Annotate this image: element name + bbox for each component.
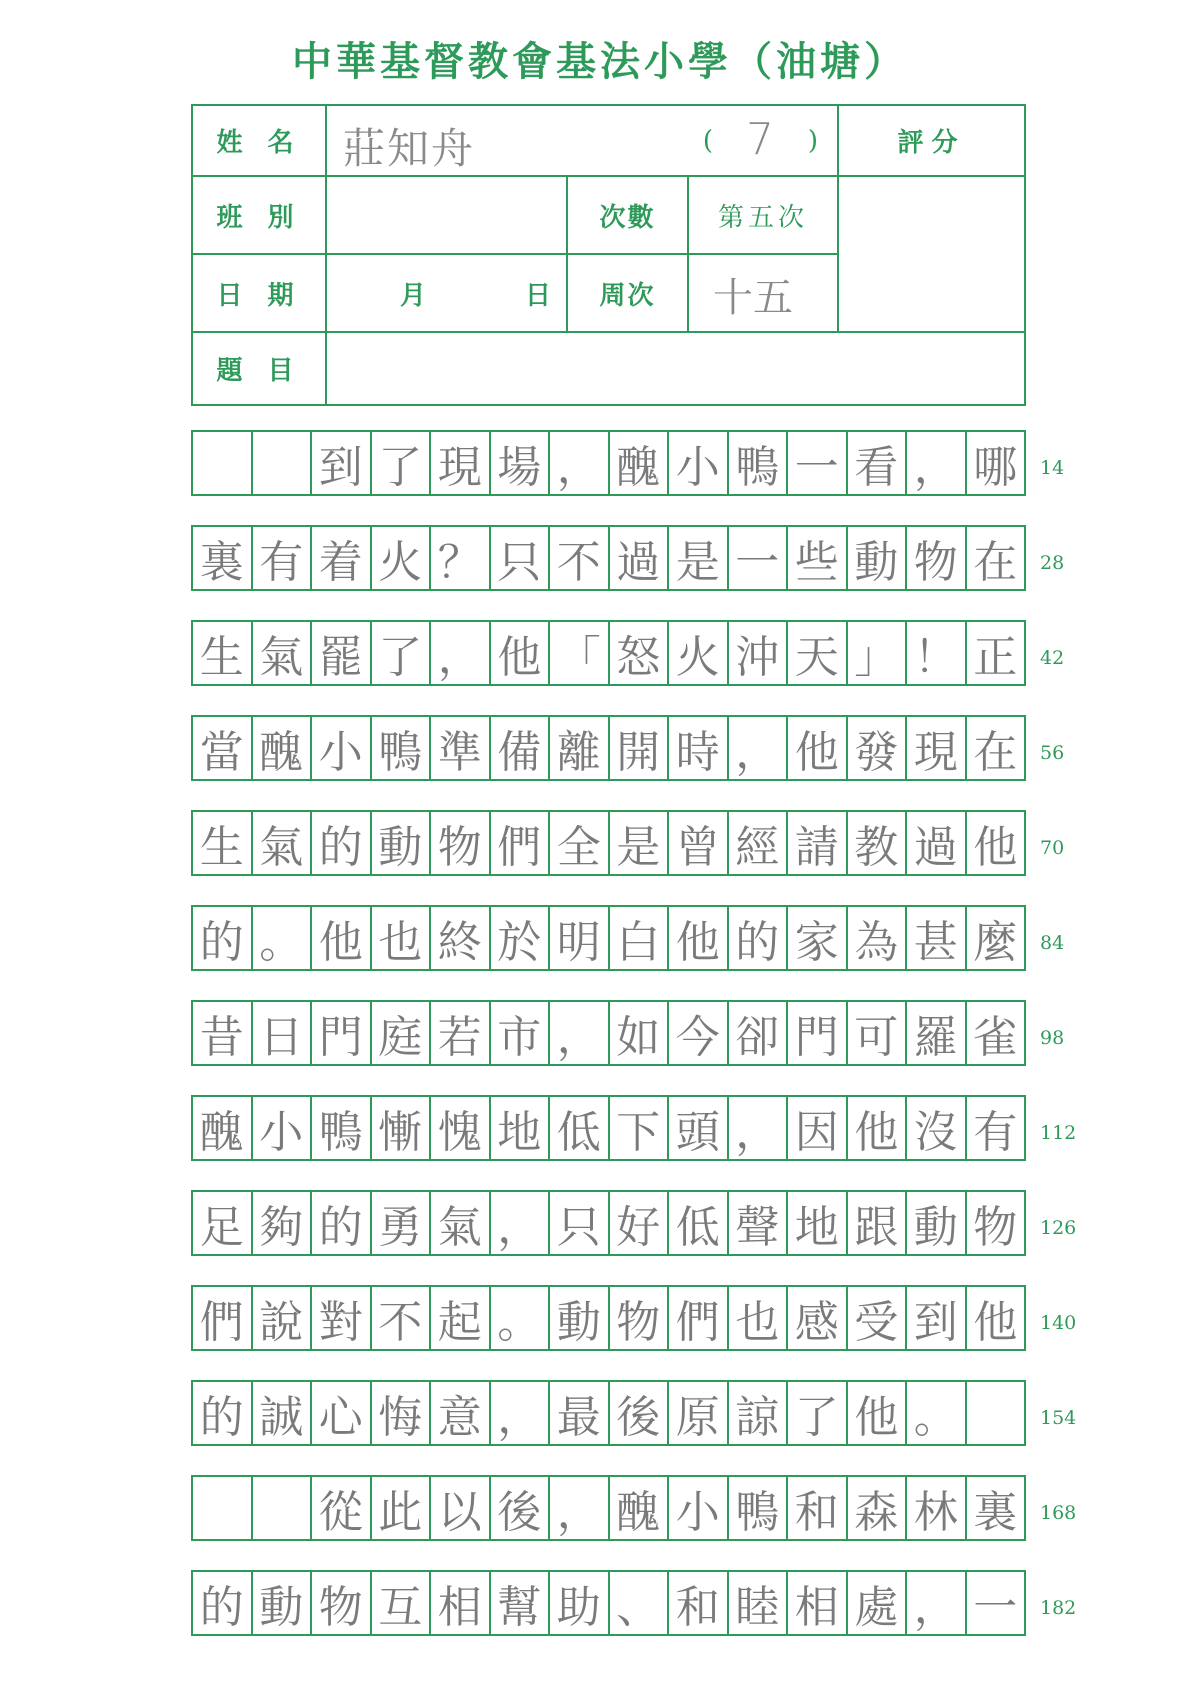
- grid-cell: 他: [669, 907, 729, 969]
- grid-cell: 沖: [729, 622, 789, 684]
- grid-cell: ，: [550, 432, 610, 494]
- grid-cell: 後: [610, 1382, 670, 1444]
- grid-cell: 對: [312, 1287, 372, 1349]
- grid-cell: 一: [729, 527, 789, 589]
- grid-cell: 醜: [253, 717, 313, 779]
- grid-cell: 他: [491, 622, 551, 684]
- grid-cell: 相: [431, 1572, 491, 1634]
- topic-field[interactable]: [333, 341, 1013, 396]
- grid-cell: 白: [610, 907, 670, 969]
- grid-cell: 。: [907, 1382, 967, 1444]
- grid-cell: 好: [610, 1192, 670, 1254]
- grid-row: [191, 620, 1026, 686]
- grid-cell: 足: [193, 1192, 253, 1254]
- grid-cell: 教: [848, 812, 908, 874]
- grid-cell: 過: [610, 527, 670, 589]
- grid-cell: 鴨: [729, 432, 789, 494]
- grid-cell: 有: [973, 1107, 1018, 1158]
- grid-cell: ，: [431, 622, 491, 684]
- grid-cell: ，: [550, 1002, 610, 1064]
- name-label: 姓 名: [216, 128, 302, 158]
- grid-cell: ，: [491, 1192, 551, 1254]
- grid-cell: 的: [729, 907, 789, 969]
- grid-cell: 鴨: [372, 717, 432, 779]
- grid-cell: 當: [193, 717, 253, 779]
- grid-cell: 也: [372, 907, 432, 969]
- grid-cell: 場: [491, 432, 551, 494]
- grid-cell: 若: [431, 1002, 491, 1064]
- grid-cell: 說: [253, 1287, 313, 1349]
- character-count: 168: [1040, 1502, 1077, 1524]
- grid-cell: 只: [491, 527, 551, 589]
- character-count: 28: [1040, 552, 1065, 574]
- character-count: 42: [1040, 647, 1065, 669]
- grid-cell: 諒: [729, 1382, 789, 1444]
- grid-cell: 離: [550, 717, 610, 779]
- attempt-label: 次數: [599, 202, 656, 233]
- grid-cell: 們: [193, 1287, 253, 1349]
- grid-cell: 時: [669, 717, 729, 779]
- grid-cell: 動: [372, 812, 432, 874]
- grid-cell: 助: [550, 1572, 610, 1634]
- grid-cell: 市: [491, 1002, 551, 1064]
- grid-cell: 的: [193, 1382, 253, 1444]
- grid-cell: 原: [669, 1382, 729, 1444]
- grid-cell: 聲: [729, 1192, 789, 1254]
- grid-cell: 生: [193, 622, 253, 684]
- grid-cell: 在: [973, 537, 1018, 588]
- grid-cell: 森: [848, 1477, 908, 1539]
- grid-cell: 動: [550, 1287, 610, 1349]
- week-label: 周次: [599, 280, 656, 311]
- grid-cell: 夠: [253, 1192, 313, 1254]
- grid-cell: 物: [973, 1202, 1018, 1253]
- grid-cell: 動: [848, 527, 908, 589]
- grid-cell: 醜: [610, 1477, 670, 1539]
- grid-cell: 的: [193, 907, 253, 969]
- date-label: 日 期: [216, 280, 302, 311]
- grid-cell: 如: [610, 1002, 670, 1064]
- character-count: 126: [1040, 1217, 1077, 1239]
- grid-cell: 、: [610, 1572, 670, 1634]
- grid-cell: 為: [848, 907, 908, 969]
- character-count: 14: [1040, 457, 1065, 479]
- grid-cell: 物: [907, 527, 967, 589]
- month-label: 月: [399, 280, 426, 311]
- grid-cell: 了: [372, 432, 432, 494]
- grid-cell: 全: [550, 812, 610, 874]
- grid-cell: 小: [312, 717, 372, 779]
- seat-paren-open: (: [702, 125, 714, 156]
- grid-cell: 是: [669, 527, 729, 589]
- grid-cell: 氣: [431, 1192, 491, 1254]
- grid-cell: [253, 432, 313, 494]
- grid-row: [191, 1475, 1026, 1541]
- grid-cell: 」: [848, 622, 908, 684]
- grid-cell: 了: [372, 622, 432, 684]
- grid-cell: 裏: [193, 527, 253, 589]
- grid-cell: 他: [848, 1097, 908, 1159]
- grid-cell: 也: [729, 1287, 789, 1349]
- grid-cell: 感: [788, 1287, 848, 1349]
- grid-cell: 發: [848, 717, 908, 779]
- grid-cell: 慚: [372, 1097, 432, 1159]
- grid-cell: 經: [729, 812, 789, 874]
- grid-cell: 火: [372, 527, 432, 589]
- grid-cell: [193, 1477, 253, 1539]
- grid-cell: 因: [788, 1097, 848, 1159]
- grid-cell: 哪: [973, 442, 1018, 493]
- grid-cell: 日: [253, 1002, 313, 1064]
- class-field[interactable]: [333, 186, 558, 246]
- grid-cell: 他: [788, 717, 848, 779]
- grid-cell: ？: [431, 527, 491, 589]
- grid-cell: 準: [431, 717, 491, 779]
- grid-cell: 的: [312, 812, 372, 874]
- grid-row: [191, 1095, 1026, 1161]
- grid-row: [191, 1190, 1026, 1256]
- grid-cell: 小: [253, 1097, 313, 1159]
- header-form: [191, 104, 1026, 406]
- grid-cell: 到: [907, 1287, 967, 1349]
- grid-cell: 曾: [669, 812, 729, 874]
- grid-cell: 「: [550, 622, 610, 684]
- grid-cell: 不: [550, 527, 610, 589]
- grid-cell: 明: [550, 907, 610, 969]
- grid-cell: 終: [431, 907, 491, 969]
- seat-number[interactable]: 7: [746, 114, 774, 165]
- grid-cell: 他: [312, 907, 372, 969]
- character-count: 84: [1040, 932, 1065, 954]
- grid-cell: 小: [669, 432, 729, 494]
- grid-cell: 鴨: [729, 1477, 789, 1539]
- grid-cell: 愧: [431, 1097, 491, 1159]
- grid-cell: 地: [788, 1192, 848, 1254]
- grid-row: [191, 1570, 1026, 1636]
- grid-cell: 看: [848, 432, 908, 494]
- grid-cell: 現: [431, 432, 491, 494]
- grid-cell: 有: [253, 527, 313, 589]
- grid-cell: 裏: [973, 1487, 1018, 1538]
- grid-cell: [253, 1477, 313, 1539]
- grid-cell: 氣: [253, 622, 313, 684]
- grid-cell: 林: [907, 1477, 967, 1539]
- grid-row: [191, 715, 1026, 781]
- grid-cell: 家: [788, 907, 848, 969]
- grid-cell: 跟: [848, 1192, 908, 1254]
- grid-cell: 地: [491, 1097, 551, 1159]
- character-count: 140: [1040, 1312, 1077, 1334]
- grid-cell: ，: [907, 1572, 967, 1634]
- school-title: 中華基督教會基法小學（油塘）: [292, 38, 908, 85]
- grid-cell: 可: [848, 1002, 908, 1064]
- grid-row: [191, 430, 1026, 496]
- grid-cell: 低: [550, 1097, 610, 1159]
- grid-cell: 過: [907, 812, 967, 874]
- grid-cell: 處: [848, 1572, 908, 1634]
- grid-cell: 誠: [253, 1382, 313, 1444]
- grid-cell: 現: [907, 717, 967, 779]
- grid-cell: 勇: [372, 1192, 432, 1254]
- grid-cell: 開: [610, 717, 670, 779]
- grid-cell: 醜: [610, 432, 670, 494]
- grid-row: [191, 905, 1026, 971]
- grid-cell: 小: [669, 1477, 729, 1539]
- student-name[interactable]: 莊知舟: [343, 124, 476, 173]
- grid-cell: 羅: [907, 1002, 967, 1064]
- grid-cell: 門: [312, 1002, 372, 1064]
- grid-cell: 以: [431, 1477, 491, 1539]
- grid-cell: 從: [312, 1477, 372, 1539]
- score-label: 評分: [897, 128, 966, 158]
- attempt-value: 第五次: [717, 202, 808, 233]
- grid-cell: 。: [491, 1287, 551, 1349]
- grid-cell: 一: [973, 1582, 1018, 1633]
- grid-cell: [193, 432, 253, 494]
- grid-cell: 氣: [253, 812, 313, 874]
- grid-cell: 悔: [372, 1382, 432, 1444]
- grid-cell: 卻: [729, 1002, 789, 1064]
- grid-cell: 昔: [193, 1002, 253, 1064]
- grid-cell: 怒: [610, 622, 670, 684]
- character-count: 154: [1040, 1407, 1077, 1429]
- week-value[interactable]: 十五: [713, 275, 793, 321]
- grid-cell: 沒: [907, 1097, 967, 1159]
- grid-cell: 互: [372, 1572, 432, 1634]
- grid-cell: 火: [669, 622, 729, 684]
- grid-cell: 的: [193, 1572, 253, 1634]
- grid-cell: 後: [491, 1477, 551, 1539]
- grid-cell: 最: [550, 1382, 610, 1444]
- grid-cell: 他: [973, 1297, 1018, 1348]
- grid-cell: 頭: [669, 1097, 729, 1159]
- grid-cell: 物: [431, 812, 491, 874]
- grid-cell: 物: [610, 1287, 670, 1349]
- grid-row: [191, 1000, 1026, 1066]
- grid-cell: 庭: [372, 1002, 432, 1064]
- grid-cell: 意: [431, 1382, 491, 1444]
- character-count: 98: [1040, 1027, 1065, 1049]
- grid-cell: 幫: [491, 1572, 551, 1634]
- topic-label: 題 目: [216, 356, 302, 386]
- grid-cell: 着: [312, 527, 372, 589]
- grid-row: [191, 810, 1026, 876]
- day-label: 日: [524, 280, 551, 311]
- grid-cell: 請: [788, 812, 848, 874]
- grid-cell: 相: [788, 1572, 848, 1634]
- grid-cell: 動: [253, 1572, 313, 1634]
- grid-cell: 在: [973, 727, 1018, 778]
- grid-cell: ，: [491, 1382, 551, 1444]
- grid-cell: 醜: [193, 1097, 253, 1159]
- grid-cell: ，: [907, 432, 967, 494]
- grid-cell: 動: [907, 1192, 967, 1254]
- grid-cell: 些: [788, 527, 848, 589]
- grid-cell: 了: [788, 1382, 848, 1444]
- grid-cell: 到: [312, 432, 372, 494]
- grid-cell: 他: [973, 822, 1018, 873]
- grid-cell: 心: [312, 1382, 372, 1444]
- grid-cell: 今: [669, 1002, 729, 1064]
- grid-cell: 們: [669, 1287, 729, 1349]
- header-divider: [325, 106, 327, 404]
- grid-cell: 一: [788, 432, 848, 494]
- grid-cell: 罷: [312, 622, 372, 684]
- grid-cell: 雀: [973, 1012, 1018, 1063]
- grid-cell: ！: [907, 622, 967, 684]
- grid-cell: 。: [253, 907, 313, 969]
- class-label: 班 別: [216, 202, 302, 233]
- grid-row: [191, 1380, 1026, 1446]
- grid-cell: ，: [550, 1477, 610, 1539]
- grid-cell: 不: [372, 1287, 432, 1349]
- grid-cell: 的: [312, 1192, 372, 1254]
- grid-row: [191, 1285, 1026, 1351]
- grid-cell: 麼: [973, 917, 1018, 968]
- grid-cell: 生: [193, 812, 253, 874]
- grid-cell: 低: [669, 1192, 729, 1254]
- grid-cell: 睦: [729, 1572, 789, 1634]
- grid-cell: 他: [848, 1382, 908, 1444]
- grid-cell: 天: [788, 622, 848, 684]
- character-count: 70: [1040, 837, 1065, 859]
- score-box[interactable]: [839, 177, 1024, 331]
- grid-cell: 下: [610, 1097, 670, 1159]
- grid-cell: 物: [312, 1572, 372, 1634]
- grid-cell: 門: [788, 1002, 848, 1064]
- grid-cell: 是: [610, 812, 670, 874]
- grid-cell: 和: [669, 1572, 729, 1634]
- grid-cell: 只: [550, 1192, 610, 1254]
- grid-cell: 於: [491, 907, 551, 969]
- grid-cell: 起: [431, 1287, 491, 1349]
- grid-cell: 和: [788, 1477, 848, 1539]
- grid-cell: [967, 1382, 1025, 1444]
- grid-cell: 備: [491, 717, 551, 779]
- grid-cell: 此: [372, 1477, 432, 1539]
- character-count: 56: [1040, 742, 1065, 764]
- grid-cell: 受: [848, 1287, 908, 1349]
- grid-cell: ，: [729, 1097, 789, 1159]
- grid-cell: ，: [729, 717, 789, 779]
- grid-cell: 正: [973, 632, 1018, 683]
- character-count: 112: [1040, 1122, 1077, 1144]
- seat-paren-close: ): [807, 125, 819, 156]
- grid-cell: 們: [491, 812, 551, 874]
- grid-cell: 鴨: [312, 1097, 372, 1159]
- grid-row: [191, 525, 1026, 591]
- character-count: 182: [1040, 1597, 1077, 1619]
- grid-cell: 甚: [907, 907, 967, 969]
